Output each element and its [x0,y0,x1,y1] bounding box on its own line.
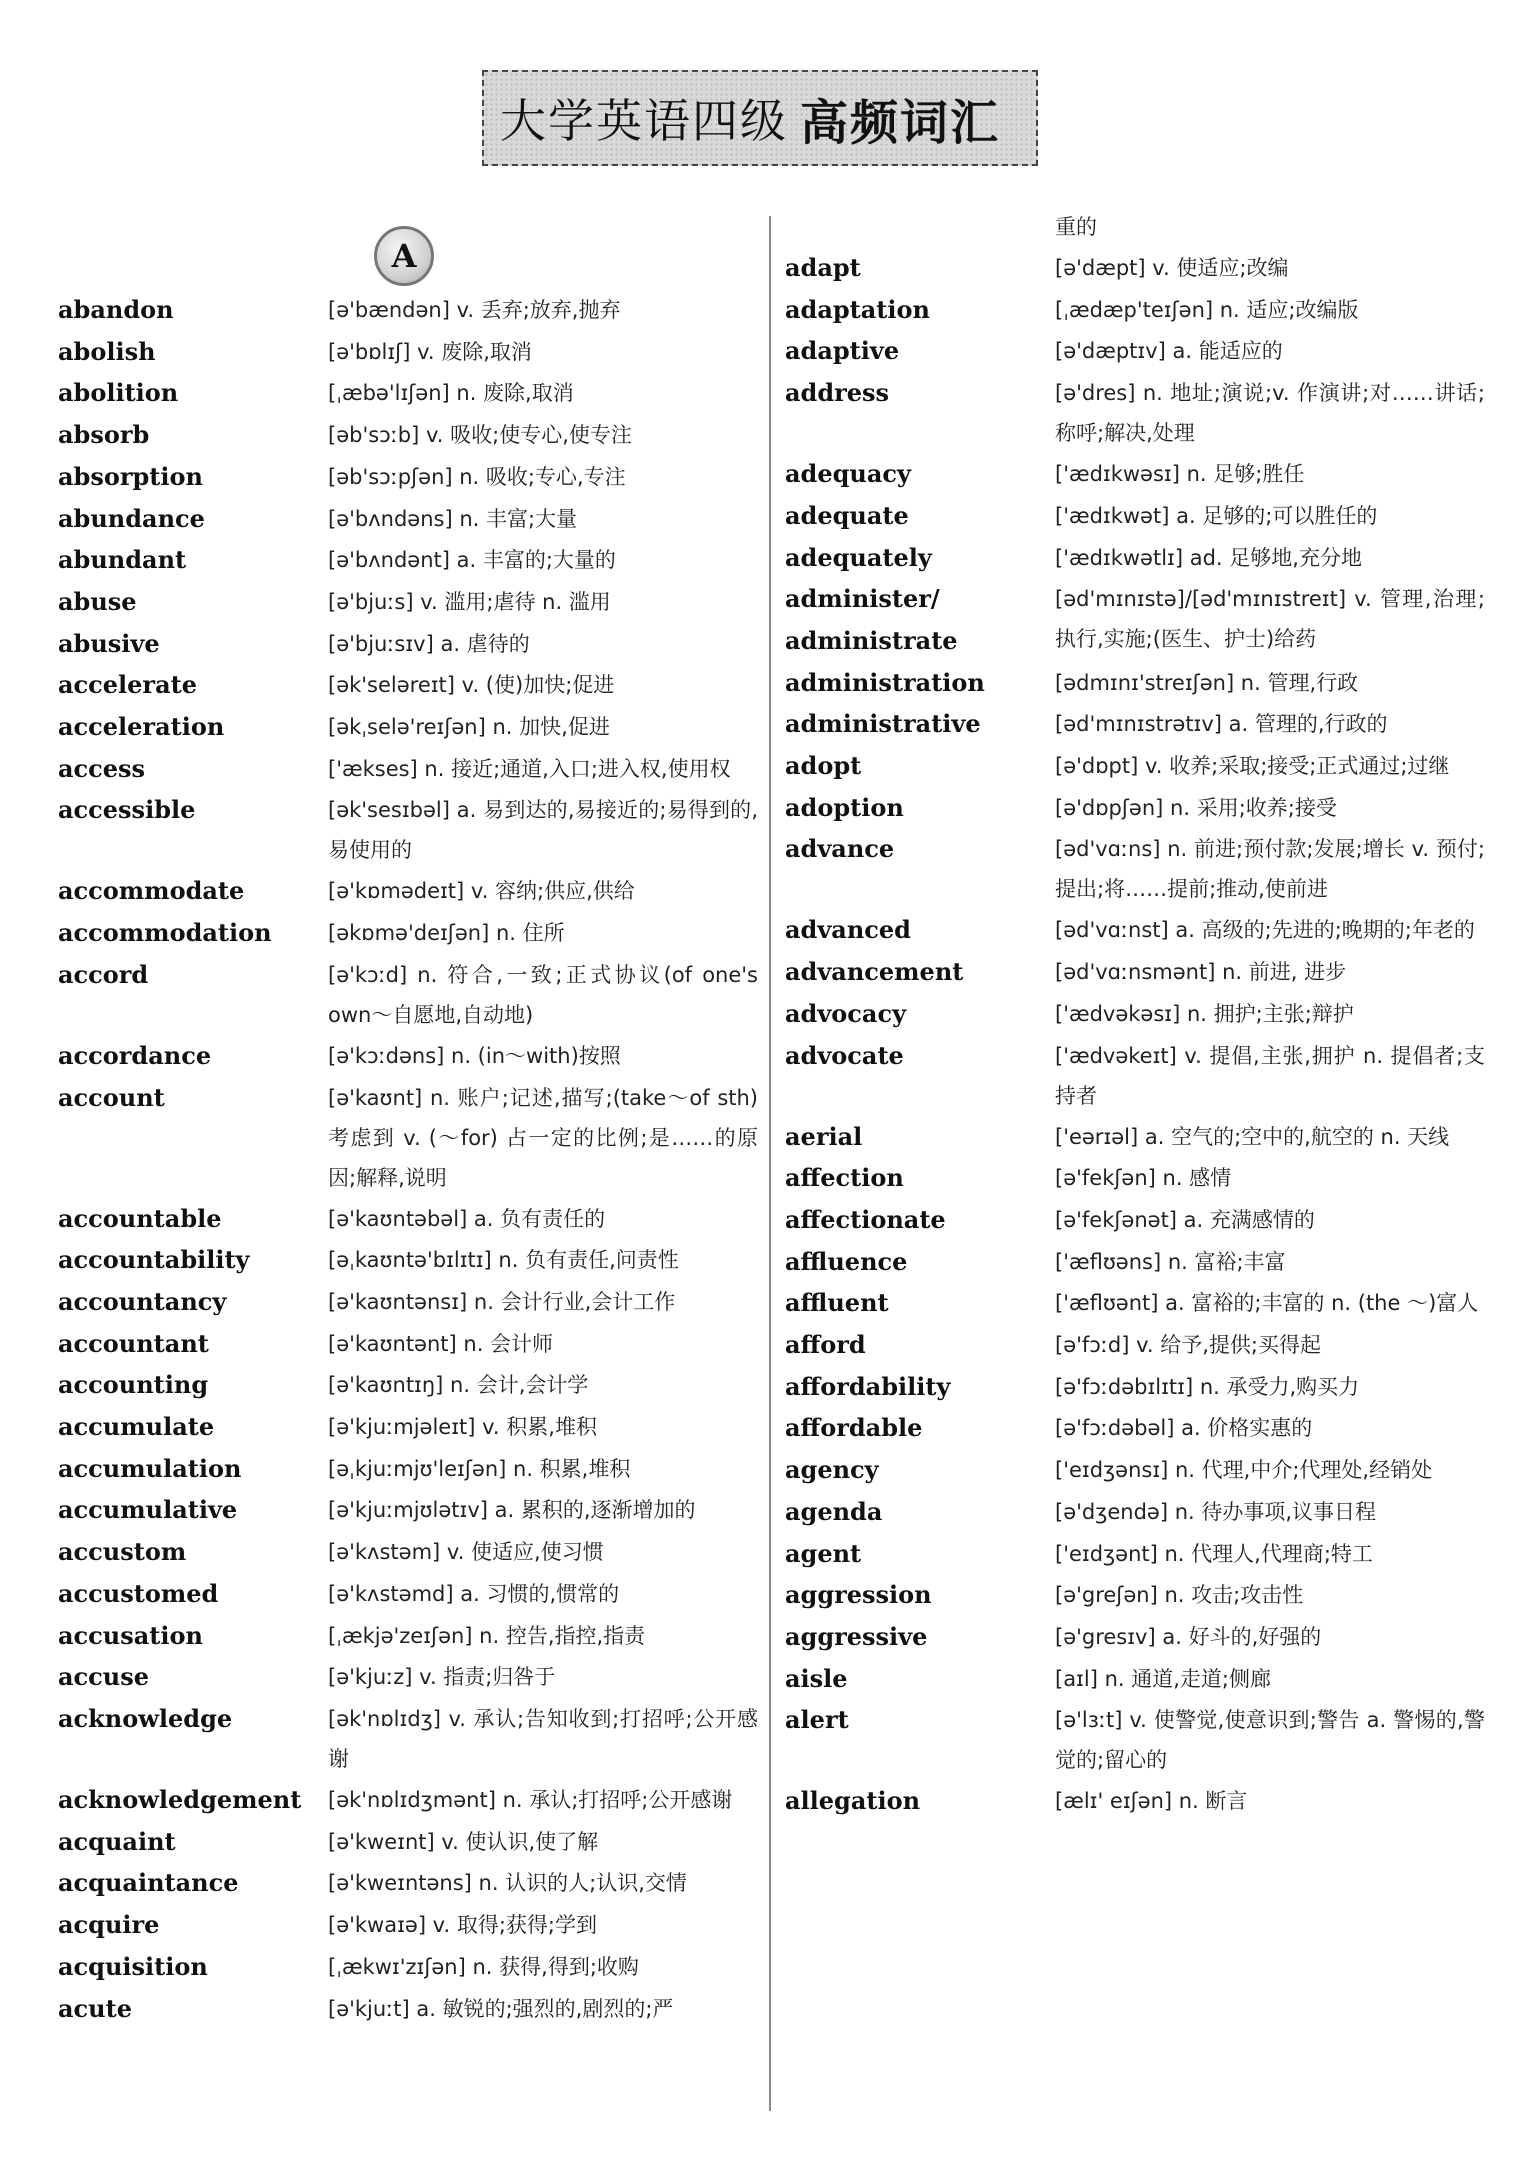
vocab-definition: [ə'kɔːd] n. 符合,一致;正式协议(of one's own～自愿地,自动地) [328,962,758,1027]
page-title-box [482,70,1038,166]
vocab-word: acquaint [58,1826,176,1856]
vocab-word: abusive [58,628,160,658]
vocab-definition: [ə'kaʊntənt] n. 会计师 [328,1331,554,1356]
vocab-definition: [əkɒmə'deɪʃən] n. 住所 [328,921,565,946]
vocab-word: acknowledgement [58,1784,302,1814]
vocab-definition: [ə'fekʃənət] a. 充满感情的 [1055,1207,1315,1232]
vocab-word: adopt [785,751,862,781]
vocab-word: adequately [785,542,932,572]
vocab-entry [58,581,758,623]
vocab-word: acquaintance [58,1868,239,1898]
vocab-column-left [58,289,758,2029]
vocab-entry [58,1239,758,1281]
vocab-definition: [ə'kwaɪə] v. 取得;获得;学到 [328,1913,597,1938]
vocab-entry [58,539,758,581]
vocab-entry [785,1116,1485,1158]
vocab-word: accustom [58,1537,187,1567]
vocab-entry [785,703,1485,745]
vocab-word: accommodation [58,918,272,948]
vocab-word: acceleration [58,712,225,742]
vocab-entry [785,1574,1485,1616]
vocab-word: abuse [58,586,137,616]
vocab-definition: [ə'kaʊntənsɪ] n. 会计行业,会计工作 [328,1289,676,1314]
vocab-word: accelerate [58,670,197,700]
vocab-entry [58,414,758,456]
vocab-entry [785,372,1485,453]
vocab-word: adaptation [785,294,930,324]
vocab-word: acquisition [58,1951,208,1981]
vocab-definition: [ə'gresɪv] a. 好斗的,好强的 [1055,1624,1322,1649]
vocab-entry [58,706,758,748]
vocab-entry [785,1616,1485,1658]
vocab-entry [58,289,758,331]
vocab-word: adequate [785,500,909,530]
vocab-word: affluence [785,1246,908,1276]
vocab-word: advocacy [785,998,907,1028]
vocab-definition: [ə'kweɪnt] v. 使认识,使了解 [328,1829,599,1854]
vocab-word: agenda [785,1496,883,1526]
vocab-word: accord [58,959,149,989]
vocab-word: allegation [785,1786,921,1816]
column-divider [769,216,771,2111]
vocab-definition: [ə'kweɪntəns] n. 认识的人;认识,交情 [328,1871,687,1896]
vocab-definition: [ˌædæp'teɪʃən] n. 适应;改编版 [1055,297,1359,322]
vocab-entry [785,1533,1485,1575]
vocab-entry [785,745,1485,787]
vocab-entry [785,1157,1485,1199]
vocab-entry [785,909,1485,951]
vocab-definition: [ədmɪnɪ'streɪʃən] n. 管理,行政 [1055,670,1359,695]
vocab-entry [785,247,1485,289]
vocab-entry [58,498,758,540]
vocab-word: absorb [58,420,150,450]
vocab-word: advocate [785,1040,904,1070]
vocab-word: accusation [58,1620,203,1650]
vocab-entry [785,330,1485,372]
vocab-entry [58,1531,758,1573]
vocab-entry [785,1407,1485,1449]
vocab-word: adapt [785,253,861,282]
vocab-definition: [ə'lɜːt] v. 使警觉,使意识到;警告 a. 警惕的,警觉的;留心的 [1055,1708,1485,1773]
vocab-entry [58,1364,758,1406]
vocab-definition: ['ædɪkwəsɪ] n. 足够;胜任 [1055,462,1305,487]
vocab-definition: ['eərɪəl] a. 空气的;空中的,航空的 n. 天线 [1055,1124,1450,1149]
vocab-entry [785,993,1485,1035]
vocab-word: acknowledge [58,1703,233,1733]
vocab-definition: ['æflʊəns] n. 富裕;丰富 [1055,1249,1286,1274]
vocab-word: absorption [58,461,203,491]
vocab-entry [58,1281,758,1323]
vocab-definition: [ə'dæpt] v. 使适应;改编 [1055,256,1289,280]
vocab-entry [58,1077,758,1198]
vocab-word: administration [785,667,985,697]
vocab-word: accumulate [58,1412,215,1442]
vocab-entry [58,870,758,912]
vocab-word: account [58,1082,165,1112]
vocab-entry [58,1406,758,1448]
vocab-entry [58,1323,758,1365]
vocab-entry [58,1573,758,1615]
vocab-word: accountant [58,1328,209,1358]
vocab-word: accountancy [58,1286,227,1316]
vocab-word: abundant [58,545,187,575]
vocab-word: affluent [785,1288,889,1318]
vocab-word: abandon [58,295,174,324]
vocab-entry [58,664,758,706]
vocab-definition: [ə'kʌstəmd] a. 习惯的,惯常的 [328,1581,620,1606]
vocab-definition: [ə'bændən] v. 丢弃;放弃,抛弃 [328,298,621,322]
vocab-word: afford [785,1330,866,1360]
vocab-entry [785,1035,1485,1116]
vocab-word: administer/ administrate [785,584,958,655]
vocab-word: aggressive [785,1621,928,1651]
vocab-entry [785,1449,1485,1491]
vocab-definition: [ək'sesɪbəl] a. 易到达的,易接近的;易得到的,易使用的 [328,798,758,863]
vocab-definition: [ək'nɒlɪdʒmənt] n. 承认;打招呼;公开感谢 [328,1787,733,1812]
vocab-entry [785,1282,1485,1324]
vocab-entry [785,787,1485,829]
vocab-entry [58,1988,758,2030]
vocab-word: accordance [58,1040,212,1070]
vocab-entry [58,372,758,414]
vocab-word: aisle [785,1663,848,1693]
vocab-entry [785,828,1485,909]
vocab-definition: [əb'sɔːpʃən] n. 吸收;专心,专注 [328,464,626,489]
vocab-entry [785,537,1485,579]
vocab-entry [785,1366,1485,1408]
vocab-word: advancement [785,957,964,987]
vocab-definition: [ə'kɔːdəns] n. (in～with)按照 [328,1043,621,1068]
vocab-word: affectionate [785,1204,946,1234]
vocab-definition: [ə'bʌndənt] a. 丰富的;大量的 [328,548,616,573]
vocab-word: accumulative [58,1495,238,1525]
vocab-word: adequacy [785,459,911,489]
vocab-definition: [ə'dʒendə] n. 待办事项,议事日程 [1055,1499,1377,1524]
vocab-entry [58,1448,758,1490]
vocab-definition: [əˌkjuːmjʊ'leɪʃən] n. 积累,堆积 [328,1456,631,1481]
vocab-definition: ['ædɪkwətlɪ] ad. 足够地,充分地 [1055,545,1362,570]
vocab-entry [58,331,758,373]
vocab-definition: [əd'mɪnɪstrətɪv] a. 管理的,行政的 [1055,712,1388,737]
section-letter-badge: A [374,226,434,286]
vocab-entry [785,453,1485,495]
vocab-entry [58,1656,758,1698]
vocab-definition: [ə'dæptɪv] a. 能适应的 [1055,339,1283,364]
vocab-entry [785,951,1485,993]
vocab-definition: [ə'fekʃən] n. 感情 [1055,1166,1232,1191]
vocab-definition: [aɪl] n. 通道,走道;侧廊 [1055,1666,1271,1691]
vocab-word: agency [785,1455,879,1485]
vocab-definition: ['ædvəkəsɪ] n. 拥护;主张;辩护 [1055,1001,1354,1026]
vocab-definition: [ælɪ' eɪʃən] n. 断言 [1055,1789,1248,1814]
vocab-definition: [ˌæbə'lɪʃən] n. 废除,取消 [328,381,574,406]
vocab-definition: [ə'bɒlɪʃ] v. 废除,取消 [328,339,532,364]
vocab-entry [785,495,1485,537]
vocab-word: accountable [58,1203,222,1233]
vocab-entry [785,1699,1485,1780]
vocab-word: aggression [785,1580,932,1610]
continuation-text: 重的 [1055,215,1097,239]
vocab-entry [58,1779,758,1821]
vocab-definition: [ə'kʌstəm] v. 使适应,使习惯 [328,1540,604,1565]
vocab-word: accountability [58,1245,250,1275]
vocab-word: adoption [785,792,904,822]
vocab-definition: [ə'greʃən] n. 攻击;攻击性 [1055,1583,1304,1608]
vocab-word: accounting [58,1370,209,1400]
continuation-entry [785,206,1485,247]
vocab-word: advance [785,834,895,864]
vocab-word: alert [785,1705,849,1735]
vocab-entry [785,662,1485,704]
page-title-emphasis: 高频词汇 [800,94,1001,151]
vocab-definition: [əˌkaʊntə'bɪlɪtɪ] n. 负有责任,问责性 [328,1248,679,1273]
vocab-definition: [əd'vɑːnst] a. 高级的;先进的;晚期的;年老的 [1055,918,1475,943]
vocab-entry [58,1615,758,1657]
vocab-word: accessible [58,795,196,825]
vocab-entry [785,1780,1485,1822]
vocab-entry [58,1821,758,1863]
vocab-definition: [əd'vɑːns] n. 前进;预付款;发展;增长 v. 预付;提出;将……提前;推动,使前进 [1055,837,1485,902]
vocab-definition: [ə'fɔːdəbəl] a. 价格实惠的 [1055,1416,1313,1441]
vocab-definition: ['ædvəkeɪt] v. 提倡,主张,拥护 n. 提倡者;支持者 [1055,1043,1485,1108]
vocab-word: agent [785,1538,862,1568]
vocab-entry [58,1489,758,1531]
vocab-word: affordability [785,1371,951,1401]
vocab-definition: [ə'fɔːdəbɪlɪtɪ] n. 承受力,购买力 [1055,1374,1360,1399]
vocab-word: accommodate [58,876,245,906]
vocab-definition: ['eɪdʒənsɪ] n. 代理,中介;代理处,经销处 [1055,1458,1433,1483]
vocab-entry [58,912,758,954]
vocab-entry [785,578,1485,661]
vocab-word: accustomed [58,1578,219,1608]
vocab-word: administrative [785,709,981,739]
vocab-definition: ['ækses] n. 接近;通道,入口;进入权,使用权 [328,756,731,781]
vocab-word: abolition [58,378,179,408]
vocab-word: address [785,378,890,408]
vocab-definition: [əd'mɪnɪstə]/[əd'mɪnɪstreɪt] v. 管理,治理;执行,实施;(医生、护士)给药 [1055,587,1485,652]
vocab-entry [58,1035,758,1077]
vocab-word: affordable [785,1413,923,1443]
vocab-definition: [ə'kjuːz] v. 指责;归咎于 [328,1665,556,1690]
vocab-definition: [ə'dɒpʃən] n. 采用;收养;接受 [1055,795,1337,820]
vocab-definition: [ə'dɒpt] v. 收养;采取;接受;正式通过;过继 [1055,754,1450,779]
vocab-entry [785,1658,1485,1700]
vocab-definition: [ək'nɒlɪdʒ] v. 承认;告知收到;打招呼;公开感谢 [328,1706,758,1771]
vocab-word: accumulation [58,1453,242,1483]
vocab-entry [785,1199,1485,1241]
vocab-word: access [58,753,146,783]
vocab-entry [58,954,758,1035]
vocab-entry [785,1241,1485,1283]
vocab-word: acute [58,1993,132,2023]
vocab-entry [58,456,758,498]
vocab-entry [785,1324,1485,1366]
vocab-word: accuse [58,1662,150,1692]
vocab-definition: ['eɪdʒənt] n. 代理人,代理商;特工 [1055,1541,1373,1566]
vocab-word: abundance [58,503,205,533]
vocab-word: aerial [785,1121,863,1151]
vocab-column-right [785,206,1485,1822]
vocab-definition: ['ædɪkwət] a. 足够的;可以胜任的 [1055,503,1378,528]
vocab-definition: [ə'kaʊnt] n. 账户;记述,描写;(take～of sth)考虑到 v. (～for) 占一定的比例;是……的原因;解释,说明 [328,1085,758,1190]
vocab-definition: [əkˌselə'reɪʃən] n. 加快,促进 [328,715,610,740]
vocab-definition: [əd'vɑːnsmənt] n. 前进, 进步 [1055,960,1347,985]
vocab-definition: [ə'kaʊntəbəl] a. 负有责任的 [328,1206,606,1231]
vocab-entry [58,748,758,790]
vocab-definition: [əb'sɔːb] v. 吸收;使专心,使专注 [328,423,632,448]
vocab-entry [785,1491,1485,1533]
vocab-definition: [ˌækjə'zeɪʃən] n. 控告,指控,指责 [328,1623,646,1648]
vocab-definition: ['æflʊənt] a. 富裕的;丰富的 n. (the ～)富人 [1055,1291,1479,1316]
vocab-definition: [ə'kjuːt] a. 敏锐的;强烈的,剧烈的;严 [328,1996,674,2021]
vocab-definition: [ˌækwɪ'zɪʃən] n. 获得,得到;收购 [328,1954,639,1979]
vocab-definition: [ə'bjuːsɪv] a. 虐待的 [328,631,530,656]
vocab-definition: [ək'seləreɪt] v. (使)加快;促进 [328,673,615,698]
vocab-entry [58,1698,758,1779]
vocab-entry [58,789,758,870]
vocab-entry [58,1946,758,1988]
vocab-definition: [ə'bjuːs] v. 滥用;虐待 n. 滥用 [328,589,611,614]
vocab-definition: [ə'fɔːd] v. 给予,提供;买得起 [1055,1333,1321,1358]
vocab-definition: [ə'dres] n. 地址;演说;v. 作演讲;对……讲话;称呼;解决,处理 [1055,381,1485,446]
vocab-word: advanced [785,915,911,945]
vocab-word: affection [785,1163,904,1193]
vocab-word: abolish [58,336,156,366]
vocab-definition: [ə'kjuːmjʊlətɪv] a. 累积的,逐渐增加的 [328,1498,696,1523]
vocab-entry [58,1198,758,1240]
vocab-entry [58,1904,758,1946]
vocab-definition: [ə'kjuːmjəleɪt] v. 积累,堆积 [328,1415,597,1440]
vocab-entry [785,289,1485,331]
vocab-word: adaptive [785,336,900,366]
vocab-word: acquire [58,1910,160,1940]
vocab-entry [58,1862,758,1904]
page-title: 大学英语四级 [500,94,788,148]
vocab-entry [58,623,758,665]
vocab-definition: [ə'kaʊntɪŋ] n. 会计,会计学 [328,1373,589,1398]
vocab-definition: [ə'bʌndəns] n. 丰富;大量 [328,506,578,531]
vocab-definition: [ə'kɒmədeɪt] v. 容纳;供应,供给 [328,879,635,904]
